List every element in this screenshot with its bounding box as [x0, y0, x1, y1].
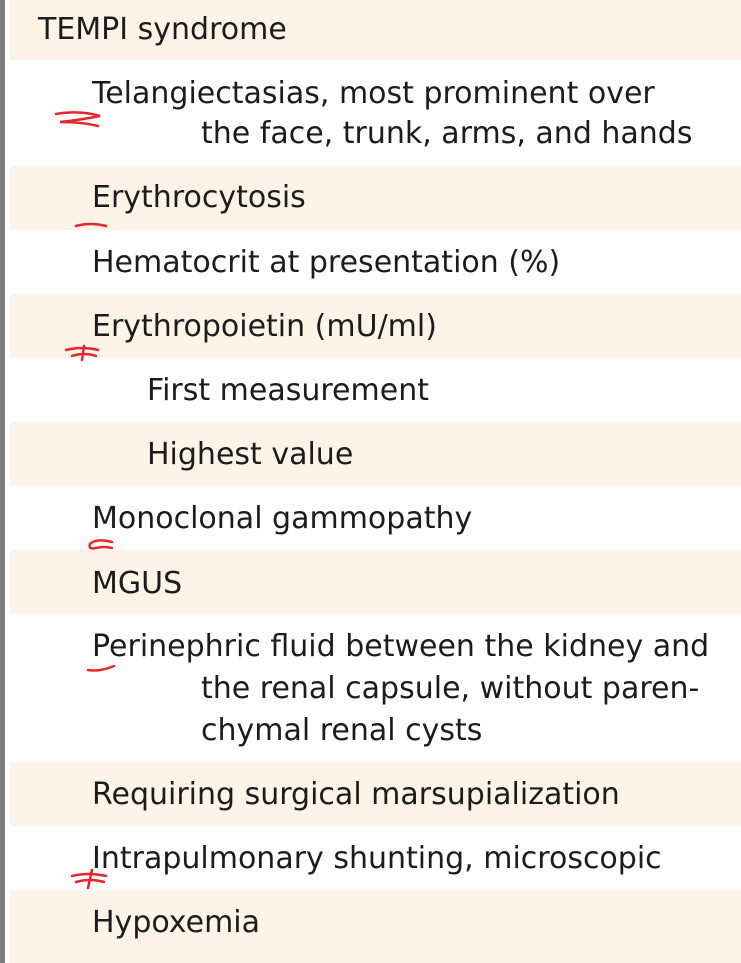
row-label: Erythrocytosis	[92, 180, 306, 215]
table-row-intrapulmonary-shunting	[10, 826, 741, 890]
row-label: Hypoxemia	[92, 905, 261, 940]
table-row-surgical-marsupialization	[10, 762, 741, 826]
row-label: Requiring surgical marsupialization	[92, 777, 620, 812]
row-label: Perinephric fluid between the kidney and	[92, 629, 710, 664]
table-row-mgus	[10, 550, 741, 614]
table-row-telangiectasias	[10, 60, 741, 166]
row-label-continued: the renal capsule, without paren-	[201, 671, 700, 706]
table-row-perinephric-fluid	[10, 614, 741, 762]
table-row-monoclonal-gammopathy	[10, 486, 741, 550]
row-label-continued: the face, trunk, arms, and hands	[201, 116, 693, 151]
row-label: Intrapulmonary shunting, microscopic	[92, 841, 662, 876]
row-label: Telangiectasias, most prominent over	[92, 76, 655, 111]
table-row-erythropoietin	[10, 294, 741, 358]
row-label: Highest value	[147, 437, 354, 472]
row-label-continued: chymal renal cysts	[201, 713, 483, 748]
table-row-highest-value	[10, 422, 741, 486]
row-label: Erythropoietin (mU/ml)	[92, 309, 437, 344]
row-label: MGUS	[92, 566, 183, 601]
table-row-tempi-syndrome	[10, 0, 741, 60]
table-row-hematocrit	[10, 230, 741, 294]
table-row-hypoxemia	[10, 890, 741, 963]
row-label: Monoclonal gammopathy	[92, 501, 473, 536]
table-row-erythrocytosis	[10, 166, 741, 230]
table-row-first-measurement	[10, 358, 741, 422]
row-label: First measurement	[147, 373, 429, 408]
row-label: TEMPI syndrome	[38, 12, 287, 47]
row-label: Hematocrit at presentation (%)	[92, 245, 561, 280]
